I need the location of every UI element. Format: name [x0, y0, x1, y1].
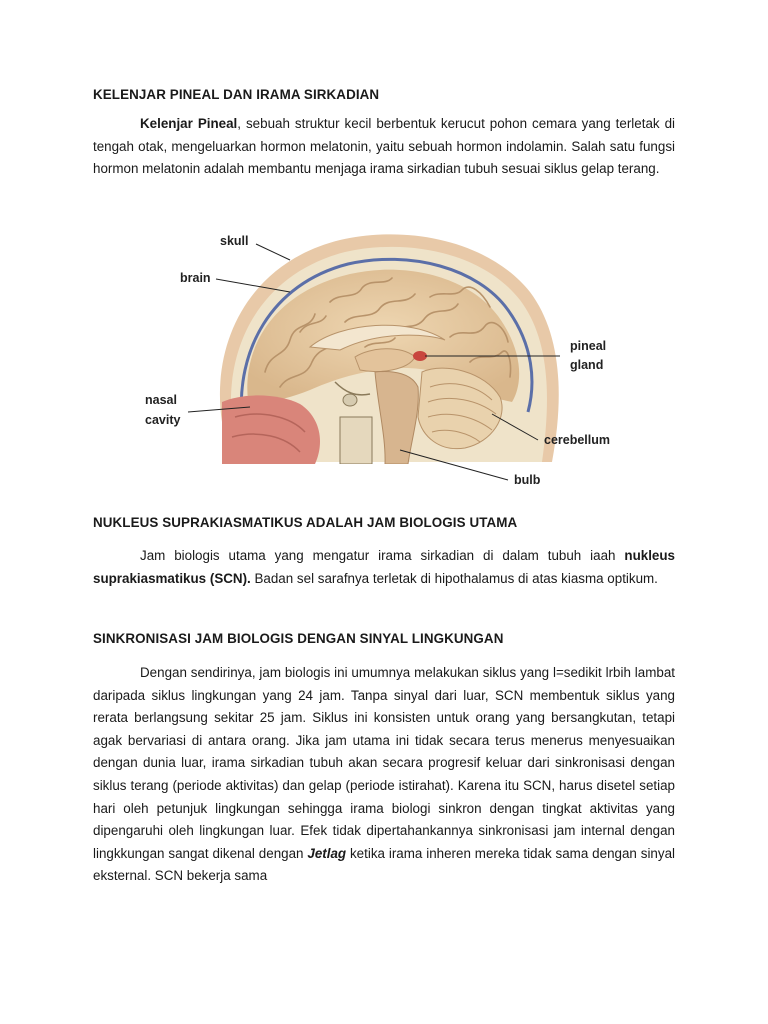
spine	[340, 417, 372, 464]
paragraph-pineal	[93, 113, 675, 181]
paragraph-sync-text-after: ketika irama inheren mereka tidak sama dengan sinyal eksternal. SCN bekerja sama	[93, 845, 675, 884]
term-scn: nukleus suprakiasmatikus (SCN).	[93, 548, 675, 586]
label-skull: skull	[220, 234, 249, 248]
brain-sagittal-illustration	[140, 222, 630, 490]
paragraph-scn-text-after: Badan sel sarafnya terletak di hipothalamus di atas kiasma optikum.	[250, 570, 658, 586]
term-kelenjar-pineal: Kelenjar Pineal	[140, 116, 238, 131]
paragraph-scn	[93, 545, 675, 590]
label-pineal-line1: pineal	[570, 339, 607, 353]
label-bulb: bulb	[514, 473, 541, 487]
term-jetlag: Jetlag	[307, 845, 347, 861]
section-heading-sync: SINKRONISASI JAM BIOLOGIS DENGAN SINYAL LINGKUNGAN	[93, 631, 504, 646]
paragraph-pineal-text: , sebuah struktur kecil berbentuk kerucut pohon cemara yang terletak di tengah otak, mengeluarkan hormon melatonin, yaitu sebuah hormon indolamin. Salah satu fungsi hormon melatonin adalah membantu menjaga irama sirkadian tubuh sesuai siklus gelap terang.	[93, 116, 675, 177]
pineal-gland	[413, 351, 427, 361]
label-cerebellum: cerebellum	[544, 433, 611, 447]
label-pineal-line2: gland	[570, 358, 604, 372]
paragraph-sync-text-before: Dengan sendirinya, jam biologis ini umumnya melakukan siklus yang l=sedikit lrbih lambat daripada siklus lingkungan yang 24 jam. Tanpa sinyal dari luar, SCN membentuk siklus yang rerata berlangsung sekitar 25 jam. Siklus ini konsisten untuk orang yang bersangkutan, tetapi agak bervariasi di antara orang. Jika jam utama ini tidak secara terus menerus menyesuaikan dengan dunia luar, irama sirkadian tubuh akan secara progresif keluar dari sinkronisasi dengan siklus terang (periode aktivitas) dan gelap (periode istirahat). Karena itu SCN, harus disetel setiap hari oleh petunjuk lingkungan sehingga irama biologi sinkron dengan tingkat aktivitas yang dipengaruhi oleh lingkungan luar. Efek tidak dipertahankannya sinkronisasi jam internal dengan lingkkungan sangat dikenal dengan	[93, 665, 675, 861]
paragraph-scn-text-before: Jam biologis utama yang mengatur irama sirkadian di dalam tubuh iaah	[140, 548, 625, 563]
paragraph-sync	[93, 662, 675, 888]
label-nasal-line1: nasal	[145, 393, 177, 407]
label-brain: brain	[180, 271, 211, 285]
section-heading-pineal: KELENJAR PINEAL DAN IRAMA SIRKADIAN	[93, 87, 380, 102]
section-heading-scn: NUKLEUS SUPRAKIASMATIKUS ADALAH JAM BIOLOGIS UTAMA	[93, 515, 518, 530]
label-nasal-line2: cavity	[145, 413, 181, 427]
